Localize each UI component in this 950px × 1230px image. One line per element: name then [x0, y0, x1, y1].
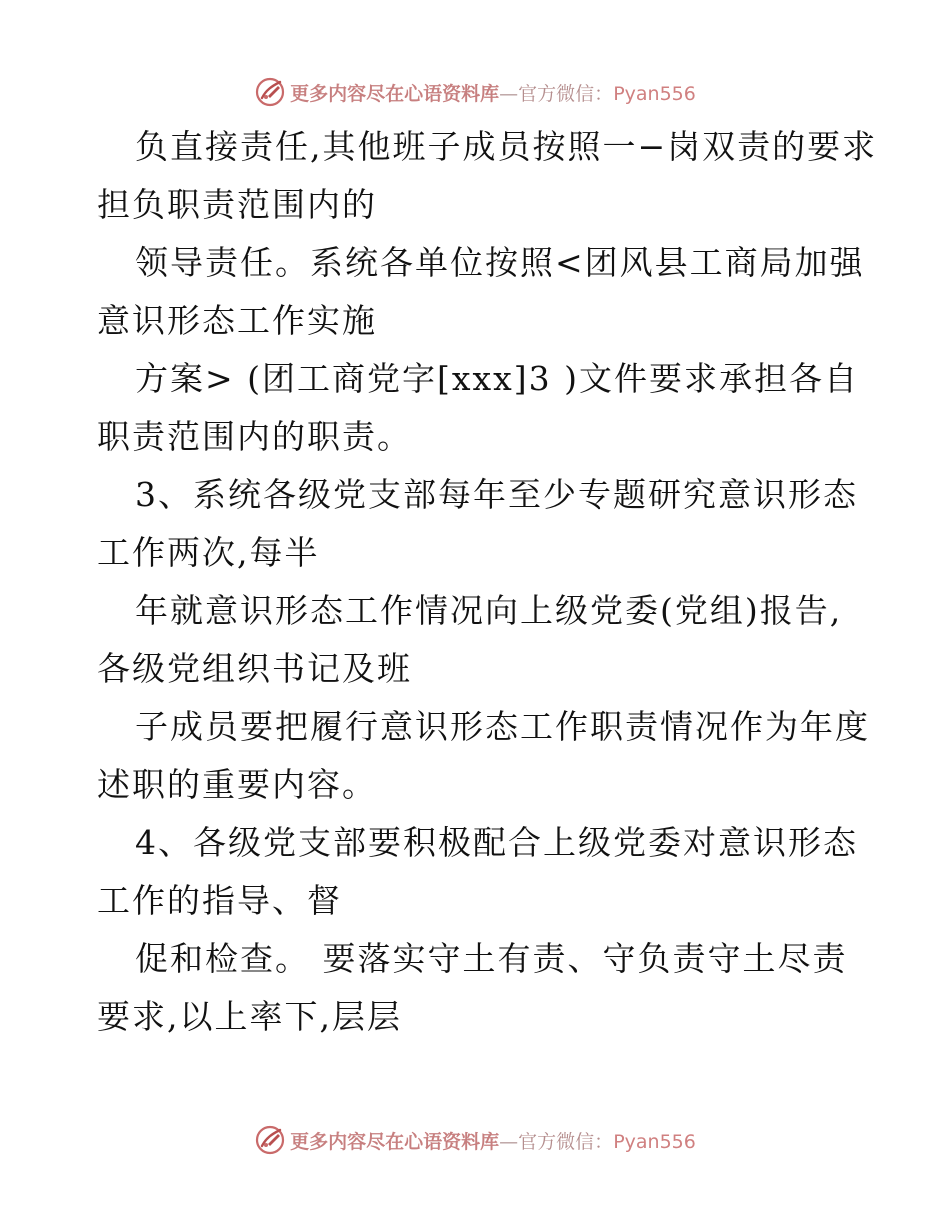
text-line: 担负职责范围内的: [97, 185, 377, 224]
text-line: 意识形态工作实施: [97, 301, 377, 340]
text-line: 年就意识形态工作情况向上级党委(党组)报告,: [135, 591, 843, 630]
footer-watermark-text: [290, 1127, 696, 1154]
text-line: 4、各级党支部要积极配合上级党委对意识形态: [135, 823, 858, 862]
text-line: 要求,以上率下,层层: [97, 997, 402, 1036]
header-site-name: 更多内容尽在心语资料库: [290, 82, 500, 105]
footer-wechat-label: 官方微信：: [518, 1130, 614, 1153]
text-line: 各级党组织书记及班: [97, 649, 412, 688]
header-wechat-label: 官方微信：: [518, 82, 614, 105]
footer-wechat-id: Pyan556: [613, 1130, 696, 1153]
document-body: [97, 118, 878, 1046]
footer-separator: —: [499, 1130, 519, 1153]
text-line: 工作两次,每半: [97, 533, 320, 572]
pen-logo-icon: [254, 1124, 286, 1156]
pen-logo-icon: [254, 76, 286, 108]
header-separator: —: [499, 82, 519, 105]
footer-site-name: 更多内容尽在心语资料库: [290, 1130, 500, 1153]
text-line: 工作的指导、督: [97, 881, 342, 920]
text-line: 职责范围内的职责。: [97, 417, 412, 456]
header-watermark-text: [290, 79, 696, 106]
header-wechat-id: Pyan556: [613, 82, 696, 105]
text-line: 领导责任。系统各单位按照<团风县工商局加强: [135, 243, 865, 282]
header-watermark: [0, 72, 950, 112]
text-line: 子成员要把履行意识形态工作职责情况作为年度: [135, 707, 870, 746]
text-line: 促和检查。 要落实守土有责、守负责守土尽责: [135, 939, 848, 978]
text-line: 述职的重要内容。: [97, 765, 377, 804]
text-line: 方案> (团工商党字[xxx]3 )文件要求承担各自: [135, 359, 859, 398]
text-line: 负直接责任,其他班子成员按照一−岗双责的要求: [135, 127, 878, 166]
text-line: 3、系统各级党支部每年至少专题研究意识形态: [135, 475, 858, 514]
footer-watermark: [0, 1120, 950, 1160]
